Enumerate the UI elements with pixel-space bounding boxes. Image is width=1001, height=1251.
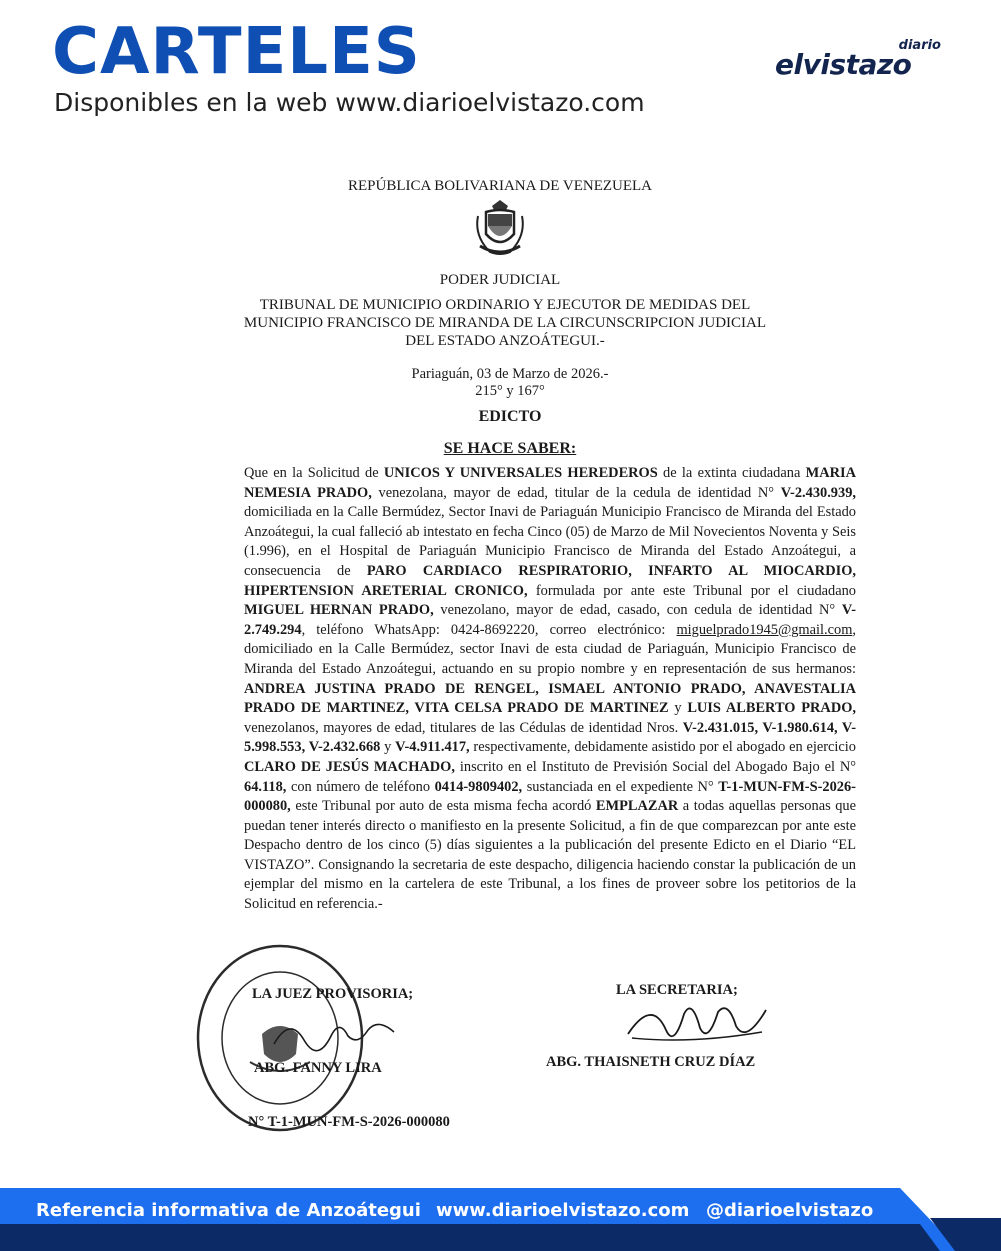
body-bold: EMPLAZAR bbox=[595, 798, 679, 815]
body-bold: V-4.911.417, bbox=[395, 739, 470, 756]
body-text: sustanciada en el expediente N° bbox=[522, 778, 719, 795]
body-text: venezolano, mayor de edad, casado, con cedula de identidad N° bbox=[433, 602, 842, 619]
body-bold: LUIS ALBERTO PRADO, bbox=[687, 700, 856, 717]
date-block bbox=[170, 366, 850, 400]
body-bold: T-1-MUN-FM-S-2026-000080, bbox=[244, 778, 856, 815]
body-text: con número de teléfono bbox=[286, 778, 435, 795]
body-text: domiciliada en la Calle Bermúdez, Sector Inavi de Pariaguán Municipio Francisco de Miranda del Estado Anzoátegui, la cual falleció ab intestato en fecha Cinco (05) de Marzo de Mil Novecientos Noventa y Seis (1.996), en el Hospital de Pariaguán Municipio Francisco de Miranda del Estado Anzoátegui, a consecuencia de bbox=[244, 504, 856, 579]
edict-document bbox=[170, 130, 857, 1170]
body-text: , teléfono WhatsApp: 0424-8692220, correo electrónico: bbox=[301, 621, 677, 638]
header-subtitle: Disponibles en la web www.diarioelvistazo.com bbox=[54, 88, 645, 117]
footer-reference: Referencia informativa de Anzoátegui bbox=[36, 1200, 421, 1221]
body-text: Que en la Solicitud de bbox=[244, 465, 384, 481]
footer-handle-link[interactable]: @diarioelvistazo bbox=[706, 1200, 874, 1221]
footer-website-link[interactable]: www.diarioelvistazo.com bbox=[436, 1200, 690, 1221]
expediente-number: N° T-1-MUN-FM-S-2026-000080 bbox=[248, 1114, 450, 1130]
body-bold: V-2.430.939, bbox=[780, 484, 856, 501]
edict-body bbox=[244, 464, 856, 915]
secretary-signature-icon bbox=[622, 994, 772, 1054]
year-line: 215° y 167° bbox=[475, 383, 545, 399]
email-link[interactable]: miguelprado1945@gmail.com bbox=[676, 621, 853, 638]
body-text: venezolana, mayor de edad, titular de la cedula de identidad N° bbox=[371, 484, 781, 501]
body-bold: ANDREA JUSTINA PRADO DE RENGEL, ISMAEL ANTONIO PRADO, ANAVESTALIA PRADO DE MARTINEZ, VITA CELSA PRADO DE MARTINEZ bbox=[244, 680, 856, 717]
hace-saber-title: SE HACE SABER: bbox=[443, 440, 577, 457]
body-bold: V-2.749.294 bbox=[244, 602, 856, 638]
judge-title: LA JUEZ PROVISORIA; bbox=[252, 986, 414, 1002]
body-text: venezolanos, mayores de edad, titulares de las Cédulas de identidad Nros. bbox=[244, 719, 683, 736]
brand-logo[interactable] bbox=[775, 38, 945, 88]
tribunal-line-2: MUNICIPIO FRANCISCO DE MIRANDA DE LA CIRCUNSCRIPCION JUDICIAL bbox=[243, 315, 767, 331]
body-text: , domiciliado en la Calle Bermúdez, sector Inavi de esta ciudad de Pariaguán, Municipio Francisco de Miranda del Estado Anzoátegui, actuando en su propio nombre y en representación de sus hermanos: bbox=[244, 621, 856, 677]
secretary-title: LA SECRETARIA; bbox=[616, 982, 738, 998]
body-bold: V-2.431.015, V-1.980.614, V-5.998.553, V-2.432.668 bbox=[244, 719, 857, 756]
body-bold: CLARO DE JESÚS MACHADO, bbox=[244, 758, 455, 775]
body-text: y bbox=[380, 739, 396, 756]
body-bold: MIGUEL HERNAN PRADO, bbox=[244, 602, 434, 619]
poder-judicial-heading: PODER JUDICIAL bbox=[439, 272, 561, 288]
judge-name: ABG. FANNY LIRA bbox=[254, 1060, 382, 1076]
logo-small-text: diario bbox=[898, 38, 941, 53]
tribunal-line-1: TRIBUNAL DE MUNICIPIO ORDINARIO Y EJECUTOR DE MEDIDAS DEL bbox=[259, 297, 751, 313]
body-text: y bbox=[668, 700, 688, 717]
tribunal-line-3: DEL ESTADO ANZOÁTEGUI.- bbox=[405, 333, 605, 349]
body-bold: MARIA NEMESIA PRADO, bbox=[244, 465, 856, 501]
coat-of-arms-icon bbox=[470, 196, 530, 262]
body-text: este Tribunal por auto de esta misma fecha acordó bbox=[290, 798, 596, 815]
edicto-title: EDICTO bbox=[478, 408, 542, 425]
tribunal-heading bbox=[240, 296, 770, 350]
footer-bar bbox=[0, 1188, 1001, 1251]
body-bold: PARO CARDIACO RESPIRATORIO, INFARTO AL MIOCARDIO, HIPERTENSION ARETERIAL CRONICO, bbox=[244, 562, 856, 599]
body-bold: UNICOS Y UNIVERSALES HEREDEROS bbox=[383, 465, 658, 481]
body-text: a todas aquellas personas que puedan tener interés directo o manifiesto en la presente Solicitud, a fin de que comparezcan por ante este Despacho dentro de los cinco (5) días siguientes a la publicación del presente Edicto en el Diario “EL VISTAZO”. Consignando la secretaria de este despacho, diligencia haciendo constar la publicación de un ejemplar del mismo en la cartelera de este Tribunal, a los fines de proveer sobre los petitorios de la Solicitud en referencia.- bbox=[244, 798, 856, 913]
date-line: Pariaguán, 03 de Marzo de 2026.- bbox=[411, 366, 609, 382]
republic-heading: REPÚBLICA BOLIVARIANA DE VENEZUELA bbox=[347, 178, 653, 194]
body-text: formulada por ante este Tribunal por el ciudadano bbox=[527, 582, 856, 599]
body-text: respectivamente, debidamente asistido por el abogado en ejercicio bbox=[469, 739, 856, 756]
body-bold: 0414-9809402, bbox=[434, 778, 523, 795]
body-text: de la extinta ciudadana bbox=[657, 465, 806, 481]
body-bold: 64.118, bbox=[244, 778, 287, 795]
body-text: inscrito en el Instituto de Previsión Social del Abogado Bajo el N° bbox=[454, 758, 856, 775]
secretary-name: ABG. THAISNETH CRUZ DÍAZ bbox=[546, 1054, 756, 1070]
header-title: CARTELES bbox=[52, 15, 421, 89]
judge-signature-icon bbox=[270, 1010, 400, 1054]
logo-name: elvistazo bbox=[775, 48, 912, 81]
